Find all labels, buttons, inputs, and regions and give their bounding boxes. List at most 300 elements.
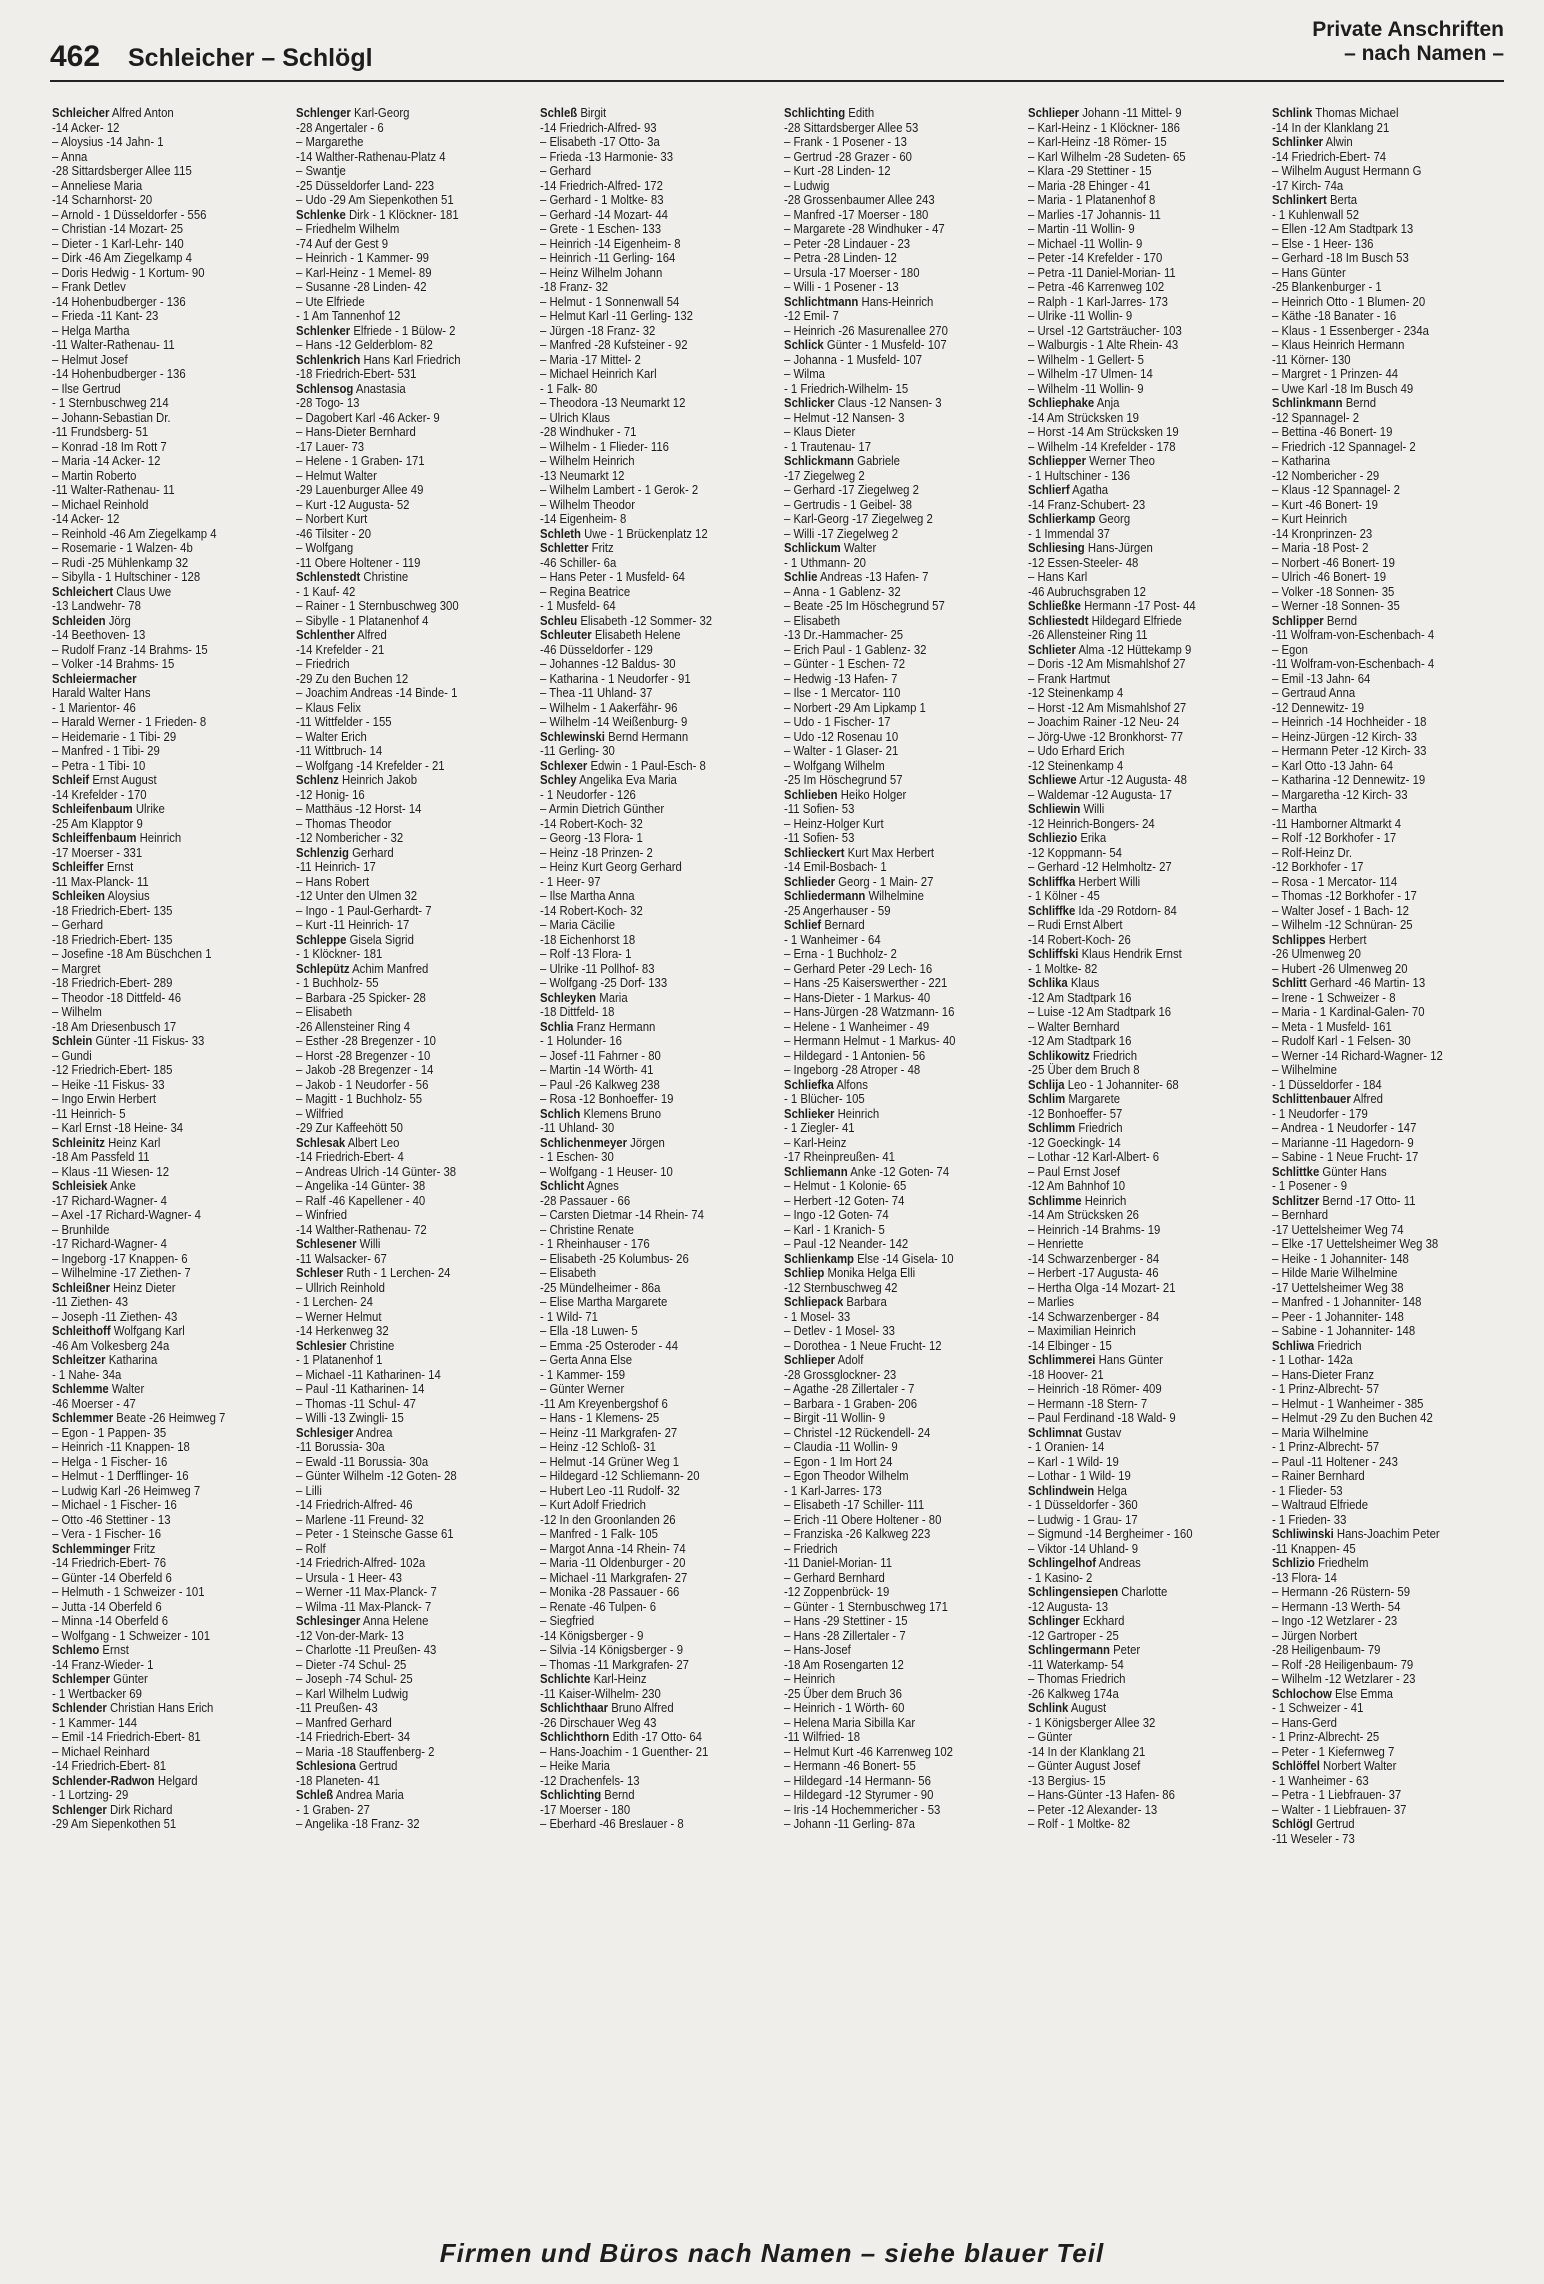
entry-details: -11 Walter-Rathenau- 11 [52, 482, 175, 497]
entry-details: -11 Walter-Rathenau- 11 [52, 337, 175, 352]
surname-entry [784, 889, 989, 904]
entry-details: – Heinrich -11 Knappen- 18 [52, 1439, 190, 1454]
listing-line [1028, 1368, 1233, 1383]
listing-line [1272, 237, 1477, 252]
listing-line [540, 701, 745, 716]
entry-details: – Peter - 1 Steinsche Gasse 61 [296, 1526, 454, 1541]
entry-details: – Maria -17 Mittel- 2 [540, 351, 641, 367]
listing-line [784, 527, 989, 542]
entry-details: – Walter - 1 Liebfrauen- 37 [1272, 1801, 1407, 1817]
listing-line [52, 396, 257, 411]
entry-details: – Ullrich Reinhold [296, 1279, 385, 1295]
listing-line [540, 1092, 745, 1107]
entry-details: – Sibylla - 1 Hultschiner - 128 [52, 569, 201, 584]
entry-details: – Sigmund -14 Bergheimer - 160 [1028, 1526, 1193, 1541]
entry-details: – Heinrich Otto - 1 Blumen- 20 [1272, 293, 1426, 309]
entry-details: Ruth - 1 Lerchen- 24 [343, 1265, 451, 1280]
listing-line [52, 498, 257, 513]
surname-entry [52, 585, 257, 600]
listing-line [52, 1078, 257, 1093]
entry-details: – Ute Elfriede [296, 293, 365, 309]
entry-details: – Karl-Heinz - 1 Memel- 89 [296, 264, 432, 280]
listing-line [1028, 1817, 1233, 1832]
entry-details: – Maria -18 Post- 2 [1272, 540, 1369, 555]
listing-line [296, 1672, 501, 1687]
listing-line [540, 744, 745, 759]
entry-details: -14 Hohenbudberger - 136 [52, 293, 186, 309]
entry-details: – Emma -25 Osteroder - 44 [540, 1337, 679, 1353]
entry-details: – Johanna - 1 Musfeld- 107 [784, 351, 923, 367]
listing-line [784, 251, 989, 266]
listing-line [540, 1614, 745, 1629]
entry-details: – Ilse Martha Anna [540, 888, 635, 903]
entry-details: -12 Friedrich-Ebert- 185 [52, 1062, 173, 1077]
listing-line [1272, 367, 1477, 382]
listing-line [1028, 918, 1233, 933]
entry-details: – Helmut Walter [296, 467, 377, 483]
listing-line [1028, 309, 1233, 324]
footer-note: Firmen und Büros nach Namen – siehe blauer Teil [439, 2238, 1105, 2268]
entry-details: – Helga - 1 Fischer- 16 [52, 1453, 168, 1469]
entry-details: -14 Friedrich-Alfred- 93 [540, 119, 657, 135]
entry-details: – Christian -14 Mozart- 25 [52, 221, 184, 236]
entry-details: -14 Robert-Koch- 32 [540, 815, 643, 831]
listing-line [540, 1252, 745, 1267]
entry-details: Andrea Maria [333, 1787, 404, 1802]
surname-entry [296, 1266, 501, 1281]
entry-details: – Hans - 1 Klemens- 25 [540, 1410, 660, 1425]
entry-details: – Heinrich -26 Masurenallee 270 [784, 322, 948, 338]
entry-details: Alma -12 Hüttekamp 9 [1075, 641, 1192, 657]
listing-line [52, 1063, 257, 1078]
listing-line [52, 425, 257, 440]
entry-details: – Michael -11 Markgrafen- 27 [540, 1569, 688, 1585]
entry-details: Alfons [833, 1076, 868, 1092]
listing-line [1028, 1411, 1233, 1426]
entry-details: Jörg [105, 612, 131, 628]
listing-line [1272, 1281, 1477, 1296]
entry-details: Klaus Hendrik Ernst [1078, 946, 1182, 961]
entry-details: – Egon Theodor Wilhelm [784, 1468, 909, 1483]
surname: Schlitzer [1272, 1192, 1320, 1208]
entry-details: – Birgit -11 Wollin- 9 [784, 1410, 886, 1425]
entry-details: – Helmut -29 Zu den Buchen 42 [1272, 1410, 1433, 1425]
entry-details: -14 Walther-Rathenau-Platz 4 [296, 148, 446, 164]
listing-line [784, 817, 989, 832]
entry-details: - 1 Frieden- 33 [1272, 1511, 1347, 1527]
listing-line [52, 208, 257, 223]
listing-line [52, 338, 257, 353]
entry-details: Hildegard Elfriede [1088, 612, 1182, 628]
entry-details: Georg [1095, 511, 1131, 526]
listing-line [784, 425, 989, 440]
surname-entry [540, 1020, 745, 1035]
surname: Schleinitz [52, 1134, 105, 1150]
entry-details: – Ralph - 1 Karl-Jarres- 173 [1028, 293, 1168, 309]
entry-details: – Volker -14 Brahms- 15 [52, 656, 175, 671]
surname: Schlitt [1272, 975, 1307, 990]
entry-details: - 1 Prinz-Albrecht- 57 [1272, 1439, 1380, 1454]
listing-line [296, 599, 501, 614]
listing-line [1272, 1310, 1477, 1325]
surname: Schlichthaar [540, 1700, 609, 1715]
listing-line [1028, 1498, 1233, 1513]
entry-details: - 1 Königsberger Allee 32 [1028, 1714, 1156, 1730]
entry-details: – Rudi Ernst Albert [1028, 917, 1123, 932]
page-header [50, 18, 1504, 88]
listing-line [1028, 498, 1233, 513]
listing-line [784, 1208, 989, 1223]
entry-details: – Waldemar -12 Augusta- 17 [1028, 786, 1172, 802]
listing-line [296, 1527, 501, 1542]
entry-details: -14 Acker- 12 [52, 119, 120, 135]
entry-details: -18 Am Driesenbusch 17 [52, 1018, 177, 1034]
entry-details: – Werner -11 Max-Planck- 7 [296, 1584, 437, 1599]
listing-line [540, 1498, 745, 1513]
entry-details: -14 In der Klanklang 21 [1272, 119, 1390, 135]
listing-line [296, 1658, 501, 1673]
entry-details: Gertrud [1312, 1816, 1355, 1831]
listing-line [296, 860, 501, 875]
entry-details: – Ludwig Karl -26 Heimweg 7 [52, 1482, 201, 1498]
listing-line [1272, 512, 1477, 527]
entry-details: Claus Uwe [113, 583, 172, 599]
listing-line [1028, 1527, 1233, 1542]
surname: Schlim [1028, 1091, 1066, 1106]
listing-line [52, 570, 257, 585]
entry-details: – Heike Maria [540, 1758, 610, 1773]
entry-details: Artur -12 Augusta- 48 [1076, 772, 1187, 787]
listing-line [1272, 324, 1477, 339]
entry-details: - 1 Klöckner- 181 [296, 946, 383, 961]
surname: Schleicher [52, 106, 110, 120]
entry-details: Eckhard [1079, 1613, 1125, 1628]
listing-line [1028, 280, 1233, 295]
entry-details: -18 Eichenhorst 18 [540, 931, 636, 947]
entry-details: -14 Friedrich-Ebert- 76 [52, 1555, 167, 1570]
surname: Schlickum [784, 540, 841, 555]
listing-line [52, 527, 257, 542]
entry-details: -14 Franz-Schubert- 23 [1028, 496, 1146, 512]
listing-line [52, 918, 257, 933]
entry-details: - 1 Heer- 97 [540, 873, 601, 889]
entry-details: Monika Helga Elli [824, 1265, 916, 1280]
entry-details: -28 Windhuker - 71 [540, 424, 637, 439]
listing-line [52, 1716, 257, 1731]
listing-line [52, 1571, 257, 1586]
listing-line [1028, 353, 1233, 368]
listing-line [1272, 730, 1477, 745]
entry-details: - 1 Karl-Jarres- 173 [784, 1482, 882, 1498]
listing-line [52, 193, 257, 208]
listing-line [1272, 1382, 1477, 1397]
listing-line [296, 1150, 501, 1165]
surname-entry [784, 106, 989, 121]
header-rule [50, 80, 1504, 82]
surname: Schlichting [784, 106, 846, 120]
entry-details: -12 Spannagel- 2 [1272, 409, 1360, 425]
entry-details: Bernd [1342, 395, 1377, 410]
entry-details: - 1 Rheinhauser - 176 [540, 1236, 650, 1251]
entry-details: -29 Lauenburger Allee 49 [296, 482, 424, 497]
entry-details: -12 Drachenfels- 13 [540, 1772, 640, 1788]
entry-details: -74 Auf der Gest 9 [296, 235, 389, 251]
entry-details: Willi [1080, 801, 1105, 816]
entry-details: Harald Walter Hans [52, 685, 151, 700]
entry-details: – Hertha Olga -14 Mozart- 21 [1028, 1279, 1176, 1295]
listing-line [1272, 179, 1477, 194]
entry-details: – Jörg-Uwe -12 Bronkhorst- 77 [1028, 728, 1184, 744]
listing-line [52, 744, 257, 759]
listing-line [52, 164, 257, 179]
entry-details: -14 Schwarzenberger - 84 [1028, 1308, 1160, 1324]
listing-line [1028, 469, 1233, 484]
listing-line [1272, 1730, 1477, 1745]
surname-entry [296, 570, 501, 585]
listing-line [296, 396, 501, 411]
entry-details: Ernst August [89, 772, 157, 787]
listing-line [784, 135, 989, 150]
entry-details: – Thomas -11 Schul- 47 [296, 1395, 416, 1411]
listing-line [784, 628, 989, 643]
listing-line [1028, 208, 1233, 223]
listing-line [1028, 266, 1233, 281]
listing-line [784, 1484, 989, 1499]
entry-details: – Heinrich - 1 Kammer- 99 [296, 250, 429, 265]
listing-line [540, 295, 745, 310]
surname: Schliffke [1028, 902, 1076, 918]
page-number: 462 [50, 40, 101, 73]
entry-details: – Beate -25 Im Höschegrund 57 [784, 598, 945, 613]
listing-line [784, 121, 989, 136]
listing-line [52, 512, 257, 527]
surname-entry [1272, 1092, 1477, 1107]
entry-details: Bernd -17 Otto- 11 [1319, 1192, 1416, 1208]
listing-line [296, 1803, 501, 1818]
entry-details: -14 Robert-Koch- 32 [540, 902, 643, 918]
surname-entry [52, 1324, 257, 1339]
entry-details: -14 Hohenbudberger - 136 [52, 366, 186, 381]
surname: Schlieder [784, 873, 836, 889]
entry-details: -12 Am Stadtpark 16 [1028, 989, 1132, 1005]
surname: Schleif [52, 772, 90, 787]
listing-line [52, 454, 257, 469]
surname-entry [784, 570, 989, 585]
listing-line [1028, 1716, 1233, 1731]
surname-entry [52, 614, 257, 629]
listing-line [1272, 672, 1477, 687]
entry-details: – Maximilian Heinrich [1028, 1323, 1136, 1338]
listing-line [1028, 1339, 1233, 1354]
surname-entry [52, 1136, 257, 1151]
entry-details: – Hildegard -12 Styrumer - 90 [784, 1787, 934, 1802]
listing-line [540, 237, 745, 252]
listing-line [52, 1295, 257, 1310]
listing-line [1028, 1165, 1233, 1180]
entry-details: – Gerhard -12 Helmholtz- 27 [1028, 859, 1172, 874]
listing-line [52, 1266, 257, 1281]
listing-line [1272, 469, 1477, 484]
surname-entry [296, 1426, 501, 1441]
listing-line [1272, 875, 1477, 890]
surname: Schlimm [1028, 1120, 1076, 1135]
listing-line [784, 1020, 989, 1035]
listing-line [784, 1092, 989, 1107]
surname: Schlittenbauer [1272, 1091, 1351, 1106]
entry-details: – Franziska -26 Kalkweg 223 [784, 1526, 931, 1541]
entry-details: – Petra - 1 Tibi- 10 [52, 757, 146, 773]
listing-line [1028, 1150, 1233, 1165]
listing-line [784, 904, 989, 919]
entry-details: -12 In den Groonlanden 26 [540, 1511, 676, 1527]
entry-details: – Heinz Kurt Georg Gerhard [540, 859, 682, 874]
entry-details: – Rudolf Karl - 1 Felsen- 30 [1272, 1033, 1411, 1048]
listing-line [296, 744, 501, 759]
surname: Schlenker [296, 322, 351, 338]
entry-details: Margarete [1065, 1091, 1121, 1106]
surname-entry [52, 1281, 257, 1296]
entry-details: – Hedwig -13 Hafen- 7 [784, 670, 898, 686]
surname-entry [296, 1614, 501, 1629]
listing-line [52, 541, 257, 556]
surname-entry [1028, 1194, 1233, 1209]
listing-line [52, 1092, 257, 1107]
listing-line [52, 715, 257, 730]
listing-line [540, 1382, 745, 1397]
entry-details: – Helene - 1 Graben- 171 [296, 453, 425, 468]
entry-details: Hans-Jürgen [1084, 540, 1153, 555]
listing-line [1028, 1136, 1233, 1151]
listing-line [784, 1803, 989, 1818]
surname-entry [1028, 1121, 1233, 1136]
listing-line [784, 1498, 989, 1513]
entry-details: – Josefine -18 Am Büschchen 1 [52, 946, 212, 961]
entry-details: – Peter -14 Krefelder - 170 [1028, 250, 1163, 265]
entry-details: -14 Königsberger - 9 [540, 1627, 644, 1643]
surname: Schlewinski [540, 728, 605, 744]
listing-line [52, 121, 257, 136]
entry-details: – Elisabeth [784, 612, 841, 628]
entry-details: -11 Wolfram-von-Eschenbach- 4 [1272, 656, 1435, 671]
entry-details: – Wilhelm [52, 1004, 102, 1019]
listing-line [540, 382, 745, 397]
listing-line [1028, 889, 1233, 904]
listing-line [540, 454, 745, 469]
listing-line [296, 1774, 501, 1789]
listing-line [540, 1397, 745, 1412]
listing-line [52, 933, 257, 948]
entry-details: – Helene - 1 Wanheimer - 49 [784, 1018, 930, 1034]
entry-details: -29 Zur Kaffeehött 50 [296, 1120, 403, 1135]
entry-details: Kurt Max Herbert [844, 844, 935, 860]
entry-details: -25 Über dem Bruch 8 [1028, 1062, 1140, 1077]
entry-details: Wilhelmine [865, 888, 924, 903]
entry-details: -11 Sofien- 53 [784, 801, 855, 816]
listing-line [784, 150, 989, 165]
entry-details: Andreas [1096, 1555, 1141, 1570]
listing-line [1272, 1571, 1477, 1586]
listing-line [784, 1223, 989, 1238]
entry-details: -17 Kirch- 74a [1272, 177, 1344, 193]
listing-line [540, 266, 745, 281]
surname-entry [296, 382, 501, 397]
listing-line [1272, 411, 1477, 426]
surname: Schlesener [296, 1236, 357, 1251]
entry-details: – Ludwig [784, 177, 830, 193]
listing-line [1272, 164, 1477, 179]
entry-details: - 1 Oranien- 14 [1028, 1439, 1105, 1454]
listing-line [540, 570, 745, 585]
entry-details: Gertrud [355, 1758, 398, 1773]
listing-line [1028, 1571, 1233, 1586]
entry-details: -12 Sternbuschweg 42 [784, 1279, 898, 1295]
listing-line [52, 1730, 257, 1745]
listing-line [1272, 338, 1477, 353]
listing-line [540, 889, 745, 904]
entry-details: -14 Am Strücksken 26 [1028, 1207, 1139, 1222]
surname-entry [540, 1788, 745, 1803]
surname: Schlenstedt [296, 569, 361, 584]
entry-details: – Rosemarie - 1 Walzen- 4b [52, 540, 193, 555]
entry-details: – Helmut Josef [52, 351, 128, 367]
listing-line [1028, 715, 1233, 730]
entry-details: – Rolf [296, 1540, 326, 1556]
listing-line [784, 1745, 989, 1760]
entry-details: – Kurt -12 Augusta- 52 [296, 496, 410, 512]
surname-entry [1028, 1585, 1233, 1600]
surname-entry [1272, 1339, 1477, 1354]
entry-details: – Heinz Wilhelm Johann [540, 264, 663, 280]
column-4 [784, 106, 1022, 2241]
entry-details: - 1 Düsseldorfer - 184 [1272, 1076, 1382, 1092]
entry-details: – Heidemarie - 1 Tibi- 29 [52, 728, 177, 744]
entry-details: -11 Weseler - 73 [1272, 1830, 1355, 1846]
entry-details: -11 Ziethen- 43 [52, 1294, 129, 1309]
entry-details: – Udo Erhard Erich [1028, 743, 1125, 758]
listing-line [540, 1527, 745, 1542]
entry-details: – Manfred - 1 Tibi- 29 [52, 743, 160, 758]
listing-line [784, 193, 989, 208]
surname: Schlippes [1272, 931, 1326, 947]
entry-details: – Rosa -12 Bonhoeffer- 19 [540, 1091, 674, 1106]
surname: Schlesier [296, 1337, 347, 1353]
entry-details: -11 Waterkamp- 54 [1028, 1656, 1124, 1672]
entry-details: – Rolf -12 Borkhofer - 17 [1272, 830, 1397, 845]
surname-entry [1028, 1643, 1233, 1658]
entry-details: – Maria -18 Stauffenberg- 2 [296, 1743, 435, 1759]
surname: Schliwinski [1272, 1526, 1334, 1541]
surname-entry [540, 1136, 745, 1151]
listing-line [540, 1759, 745, 1774]
surname-entry [296, 353, 501, 368]
listing-line [1028, 1513, 1233, 1528]
entry-details: – Elke -17 Uettelsheimer Weg 38 [1272, 1236, 1439, 1251]
entry-details: – Wilhelm - 1 Aakerfähr- 96 [540, 699, 678, 715]
entry-details: Klemens Bruno [580, 1105, 662, 1121]
surname-entry [784, 338, 989, 353]
listing-line [296, 512, 501, 527]
listing-line [540, 1324, 745, 1339]
listing-line [1028, 1469, 1233, 1484]
listing-line [540, 947, 745, 962]
entry-details: - 1 Marientor- 46 [52, 699, 136, 715]
entry-details: – Thomas -12 Borkhofer - 17 [1272, 888, 1417, 903]
listing-line [296, 483, 501, 498]
entry-details: – Iris -14 Hochemmericher - 53 [784, 1801, 941, 1817]
entry-details: -12 Essen-Steeler- 48 [1028, 554, 1139, 570]
entry-details: – Horst -28 Bregenzer - 10 [296, 1047, 431, 1063]
listing-line [52, 1339, 257, 1354]
